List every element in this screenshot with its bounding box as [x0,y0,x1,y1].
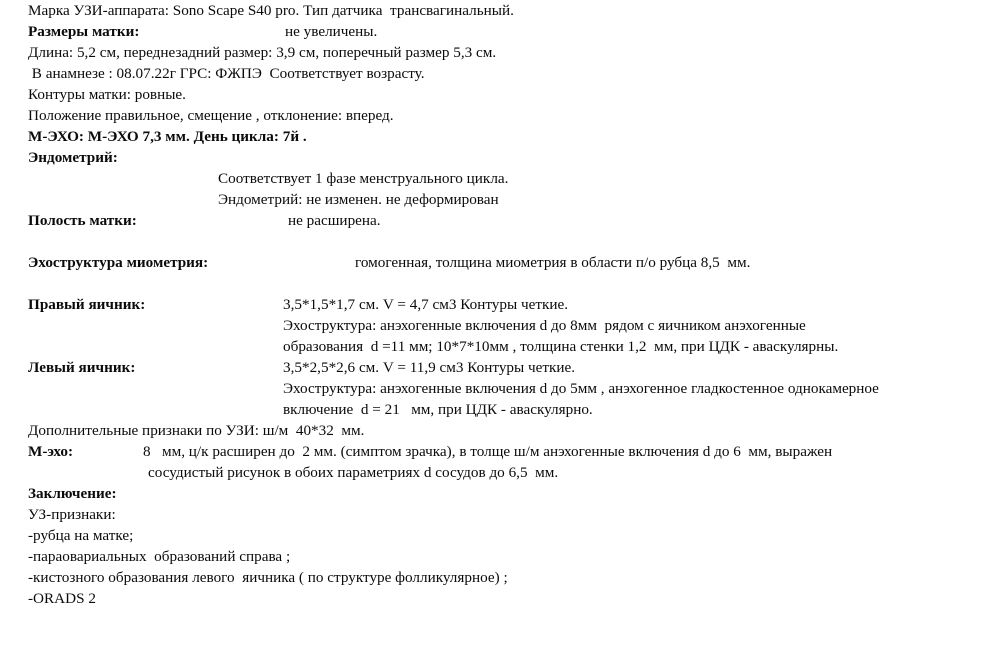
additional-signs-line [0,420,986,441]
right-ovary-row [0,294,986,315]
conclusion-item-1-text: -рубца на матке; [28,527,134,544]
anamnesis-line [0,63,986,84]
conclusion-item [0,588,986,609]
endometrium-line-2 [0,189,986,210]
uterus-size-row [0,21,986,42]
endometrium-phase-text: Соответствует 1 фазе менструального цикла. [218,170,509,187]
m-echo-label: М-эхо: [28,443,74,460]
m-echo-line-2 [0,462,986,483]
endometrium-state-text: Эндометрий: не изменен. не деформирован [218,191,499,208]
right-ovary-line-2 [0,315,986,336]
left-ovary-row [0,357,986,378]
right-ovary-measurements: 3,5*1,5*1,7 см. V = 4,7 см3 Контуры четкие. [283,296,569,313]
myometrium-value: гомогенная, толщина миометрия в области п/о рубца 8,5 мм. [355,254,751,271]
uterus-position-line [0,105,986,126]
device-text: Марка УЗИ-аппарата: Sono Scape S40 pro. Тип датчика трансвагинальный. [28,2,514,19]
endometrium-label: Эндометрий: [28,149,118,166]
endometrium-line-1 [0,168,986,189]
conclusion-intro-row [0,504,986,525]
right-ovary-formations: образования d =11 мм; 10*7*10мм , толщина стенки 1,2 мм, при ЦДК - аваскулярны. [283,338,839,355]
uterus-contours-line [0,84,986,105]
additional-signs-text: Дополнительные признаки по УЗИ: ш/м 40*32 мм. [28,422,365,439]
left-ovary-measurements: 3,5*2,5*2,6 см. V = 11,9 см3 Контуры четкие. [283,359,576,376]
conclusion-item-4-text: -ORADS 2 [28,590,96,607]
uterus-dimensions-text: Длина: 5,2 см, переднезадний размер: 3,9 см, поперечный размер 5,3 см. [28,44,497,61]
spacer-before-right-ovary [0,273,986,294]
spacer-before-myometrium [0,231,986,252]
m-echo-header-text: М-ЭХО: М-ЭХО 7,3 мм. День цикла: 7й . [28,128,307,145]
uterus-size-label: Размеры матки: [28,23,140,40]
uterus-size-value: не увеличены. [285,23,378,40]
conclusion-item-2-text: -параовариальных образований справа ; [28,548,291,565]
anamnesis-text: В анамнезе : 08.07.22г ГРС: ФЖПЭ Соответствует возрасту. [28,65,425,82]
right-ovary-line-3 [0,336,986,357]
left-ovary-label: Левый яичник: [28,359,136,376]
m-echo-value-line-1: 8 мм, ц/к расширен до 2 мм. (симптом зрачка), в толще ш/м анэхогенные включения d до 6 мм, выражен [143,443,833,460]
m-echo-value-line-2: сосудистый рисунок в обоих параметриях d сосудов до 6,5 мм. [148,464,559,481]
uterine-cavity-label: Полость матки: [28,212,137,229]
conclusion-intro-text: УЗ-признаки: [28,506,116,523]
uterine-cavity-value: не расширена. [288,212,381,229]
left-ovary-inclusion: включение d = 21 мм, при ЦДК - аваскулярно. [283,401,593,418]
m-echo-header-line [0,126,986,147]
myometrium-row [0,252,986,273]
left-ovary-echostructure: Эхоструктура: анэхогенные включения d до 5мм , анэхогенное гладкостенное однокамерное [283,380,879,397]
right-ovary-label: Правый яичник: [28,296,146,313]
left-ovary-line-3 [0,399,986,420]
conclusion-label: Заключение: [28,485,117,502]
endometrium-label-row [0,147,986,168]
conclusion-item [0,546,986,567]
uterus-position-text: Положение правильное, смещение , отклонение: вперед. [28,107,394,124]
device-line [0,0,986,21]
right-ovary-echostructure: Эхоструктура: анэхогенные включения d до 8мм рядом с яичником анэхогенные [283,317,806,334]
conclusion-label-row [0,483,986,504]
conclusion-item-3-text: -кистозного образования левого яичника ( по структуре фолликулярное) ; [28,569,508,586]
m-echo-row [0,441,986,462]
left-ovary-line-2 [0,378,986,399]
conclusion-item [0,567,986,588]
conclusion-item [0,525,986,546]
myometrium-label: Эхоструктура миометрия: [28,254,209,271]
uterine-cavity-row [0,210,986,231]
uterus-contours-text: Контуры матки: ровные. [28,86,186,103]
uterus-dimensions-line [0,42,986,63]
